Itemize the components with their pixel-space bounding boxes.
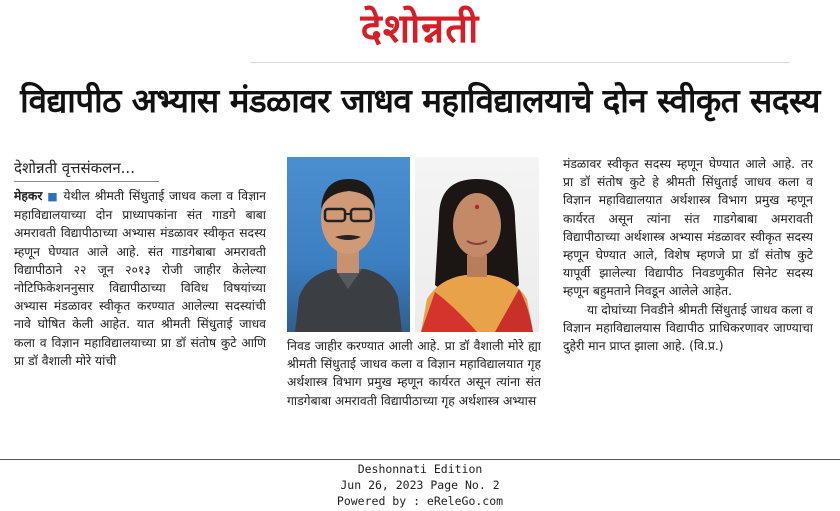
footer-edition: Deshonnati Edition (357, 462, 483, 476)
article-column-2 (287, 337, 541, 455)
masthead-divider (250, 62, 790, 63)
article-column-1 (14, 187, 266, 452)
article-byline: देशोन्नती वृत्तसंकलन... (14, 159, 135, 177)
photo-vaishali-more (415, 157, 539, 332)
newspaper-masthead: देशोन्नती (360, 6, 480, 52)
dateline-bullet-icon: ■ (47, 190, 59, 203)
article-column-3 (563, 155, 813, 457)
footer-date-page: Jun 26, 2023 Page No. 2 (340, 478, 500, 492)
column-3-text-para2: या दोघांच्या निवडीने श्रीमती सिंधुताई जाधव कला व विज्ञान महाविद्यालयास विद्यापीठ प्राधिकरणावर जाण्याचा दुहेरी मान प्राप्त झाला आहे. (वि.प्र.) (563, 302, 813, 354)
byline-underline (14, 181, 159, 182)
column-2-text: निवड जाहीर करण्यात आली आहे. प्रा डॉ वैशाली मोरे ह्या श्रीमती सिंधुताई जाधव कला व विज्ञान महाविद्यालयात गृह अर्थशास्त्र विभाग प्रमुख म्हणून कार्यरत असून त्यांना संत गाडगेबाबा अमरावती विद्यापीठाच्या गृह अर्थशास्त्र अभ्यास (287, 339, 541, 408)
portrait-man-image (287, 157, 410, 332)
portrait-woman-image (415, 157, 539, 332)
footer-divider (0, 459, 840, 460)
photo-santosh-kute (287, 157, 410, 332)
footer-powered-by: Powered by : eReleGo.com (336, 494, 504, 508)
dateline-place: मेहकर (14, 189, 43, 203)
article-headline: विद्यापीठ अभ्यास मंडळावर जाधव महाविद्यालयाचे दोन स्वीकृत सदस्य (20, 81, 820, 120)
column-3-text-para1: मंडळावर स्वीकृत सदस्य म्हणून घेण्यात आले आहे. तर प्रा डॉ संतोष कुटे हे श्रीमती सिंधुताई जाधव कला व विज्ञान महाविद्यालयात अर्थशास्त्र विभाग प्रमुख म्हणून कार्यरत असून त्यांना संत गाडगेबाबा अमरावती विद्यापीठाच्या अर्थशास्त्र अभ्यास मंडळावर स्वीकृत सदस्य म्हणून घेण्यात आले, विशेष म्हणजे प्रा डॉ संतोष कुटे यापूर्वी झालेल्या विद्यापीठ निवडणुकीत सिनेट सदस्य म्हणून बहुमताने निवडून आलेले आहेत. (563, 157, 813, 299)
column-1-text: येथील श्रीमती सिंधुताई जाधव कला व विज्ञान महाविद्यालयाच्या दोन प्राध्यापकांना संत गाडगे बाबा अमरावती विद्यापीठाच्या अभ्यास मंडळावर स्वीकृत सदस्य म्हणून घेण्यात आले आहे. संत गाडगेबाबा अमरावती विद्यापीठाने २२ जून २०१३ रोजी जाहीर केलेल्या नोटिफिकेशननुसार विद्यापीठाच्या विविध विषयांच्या अभ्यास मंडळावर स्वीकृत करण्यात आलेल्या सदस्यांची नावे घोषित केली आहेत. यात श्रीमती सिंधुताई जाधव कला व विज्ञान महाविद्यालयाच्या प्रा डॉ संतोष कुटे आणि प्रा डॉ वैशाली मोरे यांची (14, 189, 266, 368)
